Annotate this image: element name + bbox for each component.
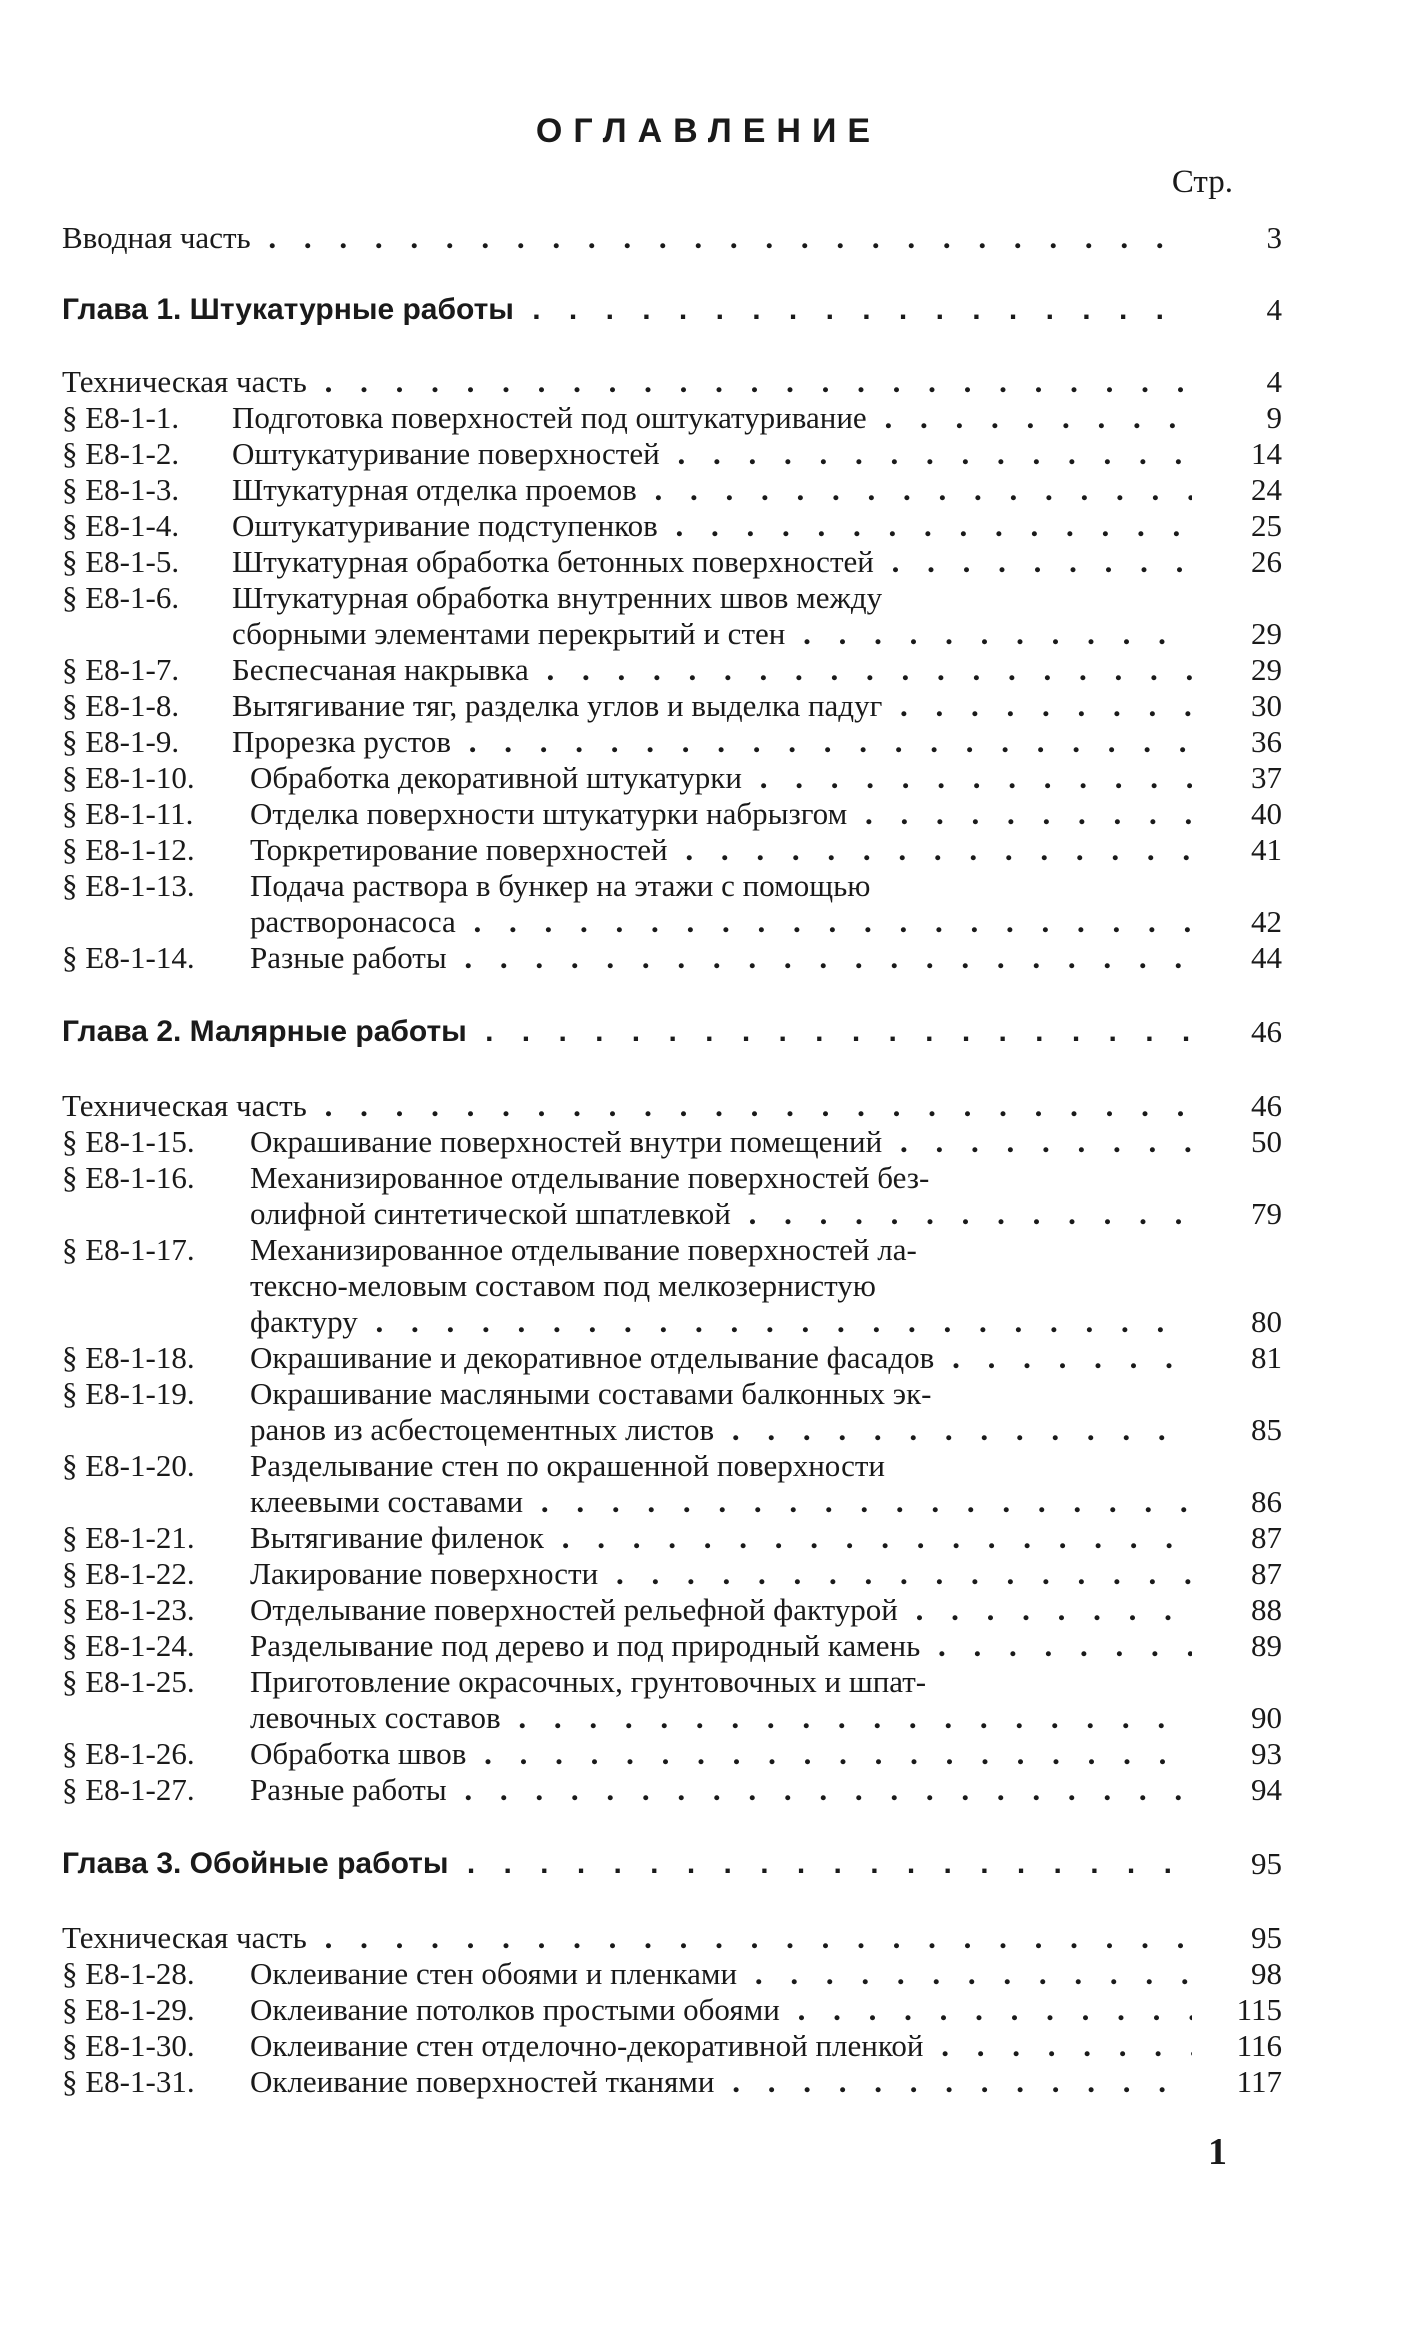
- section-number: § Е8-1-24.: [62, 1628, 195, 1663]
- toc-continuation-row: [62, 902, 1282, 942]
- entry-title: олифной синтетической шпатлевкой . . .: [250, 1194, 1192, 1234]
- entry-title: Штукатурная обработка внутренних швов между: [232, 580, 883, 615]
- entry-title: Лакирование поверхности . . .: [250, 1554, 1192, 1594]
- page-title: ОГЛАВЛЕНИЕ: [535, 112, 882, 150]
- section-number: § Е8-1-22.: [62, 1556, 195, 1591]
- entry-title: фактуру . . .: [250, 1302, 1192, 1342]
- page-number: 3: [1266, 220, 1282, 255]
- toc-section-row: [62, 1158, 1232, 1198]
- section-number: § Е8-1-26.: [62, 1736, 195, 1771]
- entry-title: Оклеивание поверхностей тканями . . .: [250, 2062, 1192, 2102]
- entry-title: Вытягивание филенок . . .: [250, 1518, 1192, 1558]
- entry-title: ранов из асбестоцементных листов . . .: [250, 1410, 1192, 1450]
- entry-title: растворонасоса . . .: [250, 902, 1192, 942]
- toc-section-row: [62, 1230, 1232, 1270]
- entry-title: Вытягивание тяг, разделка углов и выделка падуг . . .: [232, 686, 1192, 726]
- toc-section-row: [62, 2026, 1282, 2066]
- toc-section-row: [62, 1518, 1282, 1558]
- entry-title: Окрашивание поверхностей внутри помещений . . .: [250, 1122, 1192, 1162]
- section-number: § Е8-1-9.: [62, 724, 180, 759]
- page-number: 86: [1251, 1484, 1282, 1519]
- entry-title: Оштукатуривание подступенков . . .: [232, 506, 1192, 546]
- section-number: § Е8-1-7.: [62, 652, 180, 687]
- page-number: 50: [1251, 1124, 1282, 1159]
- entry-title: Глава 1. Штукатурные работы . . .: [62, 290, 1192, 330]
- entry-title: Подготовка поверхностей под оштукатуривание . . .: [232, 398, 1192, 438]
- section-number: § Е8-1-13.: [62, 868, 195, 903]
- page-number: 79: [1251, 1196, 1282, 1231]
- section-number: § Е8-1-20.: [62, 1448, 195, 1483]
- toc-section-row: [62, 1338, 1282, 1378]
- section-number: § Е8-1-17.: [62, 1232, 195, 1267]
- entry-title: Отделывание поверхностей рельефной фактурой . . .: [250, 1590, 1192, 1630]
- page-number: 29: [1251, 652, 1282, 687]
- page-number: 9: [1266, 400, 1282, 435]
- section-number: § Е8-1-30.: [62, 2028, 195, 2063]
- section-number: § Е8-1-6.: [62, 580, 180, 615]
- toc-chapter-row: [62, 1012, 1282, 1052]
- section-number: § Е8-1-29.: [62, 1992, 195, 2027]
- entry-title: сборными элементами перекрытий и стен . . .: [232, 614, 1192, 654]
- entry-title: Беспесчаная накрывка . . .: [232, 650, 1192, 690]
- page-number: 85: [1251, 1412, 1282, 1447]
- entry-title: Разделывание стен по окрашенной поверхности: [250, 1448, 885, 1483]
- toc-continuation-row: [62, 1266, 1232, 1306]
- page-number: 41: [1251, 832, 1282, 867]
- page-number: 24: [1251, 472, 1282, 507]
- entry-title: Прорезка рустов . . .: [232, 722, 1192, 762]
- page-number: 46: [1251, 1088, 1282, 1123]
- entry-title: клеевыми составами . . .: [250, 1482, 1192, 1522]
- section-number: § Е8-1-19.: [62, 1376, 195, 1411]
- entry-title: Штукатурная отделка проемов . . .: [232, 470, 1192, 510]
- section-number: § Е8-1-15.: [62, 1124, 195, 1159]
- toc-chapter-row: [62, 1844, 1282, 1884]
- toc-continuation-row: [62, 1194, 1282, 1234]
- section-number: § Е8-1-18.: [62, 1340, 195, 1375]
- section-number: § Е8-1-5.: [62, 544, 180, 579]
- toc-section-row: [62, 1954, 1282, 1994]
- page-number: 95: [1251, 1846, 1282, 1881]
- page-number: 94: [1251, 1772, 1282, 1807]
- entry-title: Глава 2. Малярные работы . . .: [62, 1012, 1192, 1052]
- toc-section-row: [62, 1590, 1282, 1630]
- toc-continuation-row: [62, 1302, 1282, 1342]
- page-number: 115: [1236, 1992, 1282, 2027]
- entry-title: Окрашивание и декоративное отделывание фасадов . . .: [250, 1338, 1192, 1378]
- entry-title: Оклеивание стен обоями и пленками . . .: [250, 1954, 1192, 1994]
- toc-section-row: [62, 542, 1282, 582]
- entry-title: Механизированное отделывание поверхностей ла-: [250, 1232, 917, 1267]
- footer-page-number: 1: [1208, 2131, 1227, 2173]
- toc-section-row: [62, 1374, 1232, 1414]
- section-number: § Е8-1-28.: [62, 1956, 195, 1991]
- entry-title: Разные работы . . .: [250, 938, 1192, 978]
- toc-chapter-row: [62, 290, 1282, 330]
- page-number: 89: [1251, 1628, 1282, 1663]
- section-number: § Е8-1-14.: [62, 940, 195, 975]
- section-number: § Е8-1-3.: [62, 472, 180, 507]
- toc-section-row: [62, 506, 1282, 546]
- entry-title: Торкретирование поверхностей . . .: [250, 830, 1192, 870]
- page-number: 88: [1251, 1592, 1282, 1627]
- entry-title: Приготовление окрасочных, грунтовочных и шпат-: [250, 1664, 927, 1699]
- toc-section-row: [62, 1626, 1282, 1666]
- entry-title: Оклеивание стен отделочно-декоративной пленкой . . .: [250, 2026, 1192, 2066]
- page-number: 36: [1251, 724, 1282, 759]
- toc-part-row: [62, 1918, 1282, 1958]
- toc-section-row: [62, 686, 1282, 726]
- entry-title: тексно-меловым составом под мелкозернистую: [250, 1268, 876, 1303]
- entry-title: Техническая часть . . .: [62, 1918, 1192, 1958]
- page-number: 81: [1251, 1340, 1282, 1375]
- entry-title: Окрашивание масляными составами балконных эк-: [250, 1376, 932, 1411]
- section-number: § Е8-1-23.: [62, 1592, 195, 1627]
- toc-continuation-row: [62, 1410, 1282, 1450]
- toc-section-row: [62, 470, 1282, 510]
- entry-title: Оклеивание потолков простыми обоями . . .: [250, 1990, 1192, 2030]
- page-number: 4: [1266, 364, 1282, 399]
- page-number: 98: [1251, 1956, 1282, 1991]
- page-number: 116: [1236, 2028, 1282, 2063]
- page-number: 25: [1251, 508, 1282, 543]
- toc-part-row: [62, 218, 1282, 258]
- page-number: 95: [1251, 1920, 1282, 1955]
- toc-section-row: [62, 1122, 1282, 1162]
- entry-title: левочных составов . . .: [250, 1698, 1192, 1738]
- toc-section-row: [62, 722, 1282, 762]
- entry-title: Вводная часть . . .: [62, 218, 1192, 258]
- entry-title: Механизированное отделывание поверхностей без-: [250, 1160, 930, 1195]
- entry-title: Техническая часть . . .: [62, 1086, 1192, 1126]
- section-number: § Е8-1-8.: [62, 688, 180, 723]
- section-number: § Е8-1-2.: [62, 436, 180, 471]
- toc-section-row: [62, 1770, 1282, 1810]
- page-number: 14: [1251, 436, 1282, 471]
- page-number: 80: [1251, 1304, 1282, 1339]
- section-number: § Е8-1-11.: [62, 796, 194, 831]
- toc-section-row: [62, 2062, 1282, 2102]
- section-number: § Е8-1-21.: [62, 1520, 195, 1555]
- entry-title: Штукатурная обработка бетонных поверхностей . . .: [232, 542, 1192, 582]
- toc-section-row: [62, 1734, 1282, 1774]
- section-number: § Е8-1-25.: [62, 1664, 195, 1699]
- toc-section-row: [62, 398, 1282, 438]
- page-number: 26: [1251, 544, 1282, 579]
- page-number: 87: [1251, 1556, 1282, 1591]
- toc-section-row: [62, 794, 1282, 834]
- section-number: § Е8-1-1.: [62, 400, 180, 435]
- toc-section-row: [62, 1446, 1232, 1486]
- toc-section-row: [62, 866, 1232, 906]
- page-number: 44: [1251, 940, 1282, 975]
- page-number: 87: [1251, 1520, 1282, 1555]
- section-number: § Е8-1-27.: [62, 1772, 195, 1807]
- page-number: 37: [1251, 760, 1282, 795]
- toc-section-row: [62, 1990, 1282, 2030]
- page-number: 30: [1251, 688, 1282, 723]
- section-number: § Е8-1-16.: [62, 1160, 195, 1195]
- toc-section-row: [62, 650, 1282, 690]
- page-column-label: Стр.: [1171, 164, 1233, 200]
- entry-title: Техническая часть . . .: [62, 362, 1192, 402]
- toc-section-row: [62, 830, 1282, 870]
- toc-continuation-row: [62, 1698, 1282, 1738]
- page-number: 117: [1236, 2064, 1282, 2099]
- page-number: 46: [1251, 1014, 1282, 1049]
- entry-title: Разные работы . . .: [250, 1770, 1192, 1810]
- page-number: 90: [1251, 1700, 1282, 1735]
- entry-title: Глава 3. Обойные работы . . .: [62, 1844, 1192, 1884]
- entry-title: Разделывание под дерево и под природный камень . . .: [250, 1626, 1192, 1666]
- entry-title: Обработка декоративной штукатурки . . .: [250, 758, 1192, 798]
- toc-part-row: [62, 1086, 1282, 1126]
- section-number: § Е8-1-12.: [62, 832, 195, 867]
- page-number: 93: [1251, 1736, 1282, 1771]
- toc-part-row: [62, 362, 1282, 402]
- entry-title: Подача раствора в бункер на этажи с помощью: [250, 868, 871, 903]
- page-number: 4: [1266, 292, 1282, 327]
- page-number: 29: [1251, 616, 1282, 651]
- toc-continuation-row: [62, 1482, 1282, 1522]
- entry-title: Оштукатуривание поверхностей . . .: [232, 434, 1192, 474]
- toc-continuation-row: [62, 614, 1282, 654]
- page-number: 42: [1251, 904, 1282, 939]
- toc-section-row: [62, 434, 1282, 474]
- entry-title: Отделка поверхности штукатурки набрызгом . . .: [250, 794, 1192, 834]
- section-number: § Е8-1-10.: [62, 760, 195, 795]
- toc-section-row: [62, 938, 1282, 978]
- section-number: § Е8-1-4.: [62, 508, 180, 543]
- entry-title: Обработка швов . . .: [250, 1734, 1192, 1774]
- toc-section-row: [62, 578, 1232, 618]
- toc-section-row: [62, 1662, 1232, 1702]
- toc-section-row: [62, 1554, 1282, 1594]
- section-number: § Е8-1-31.: [62, 2064, 195, 2099]
- toc-section-row: [62, 758, 1282, 798]
- page-number: 40: [1251, 796, 1282, 831]
